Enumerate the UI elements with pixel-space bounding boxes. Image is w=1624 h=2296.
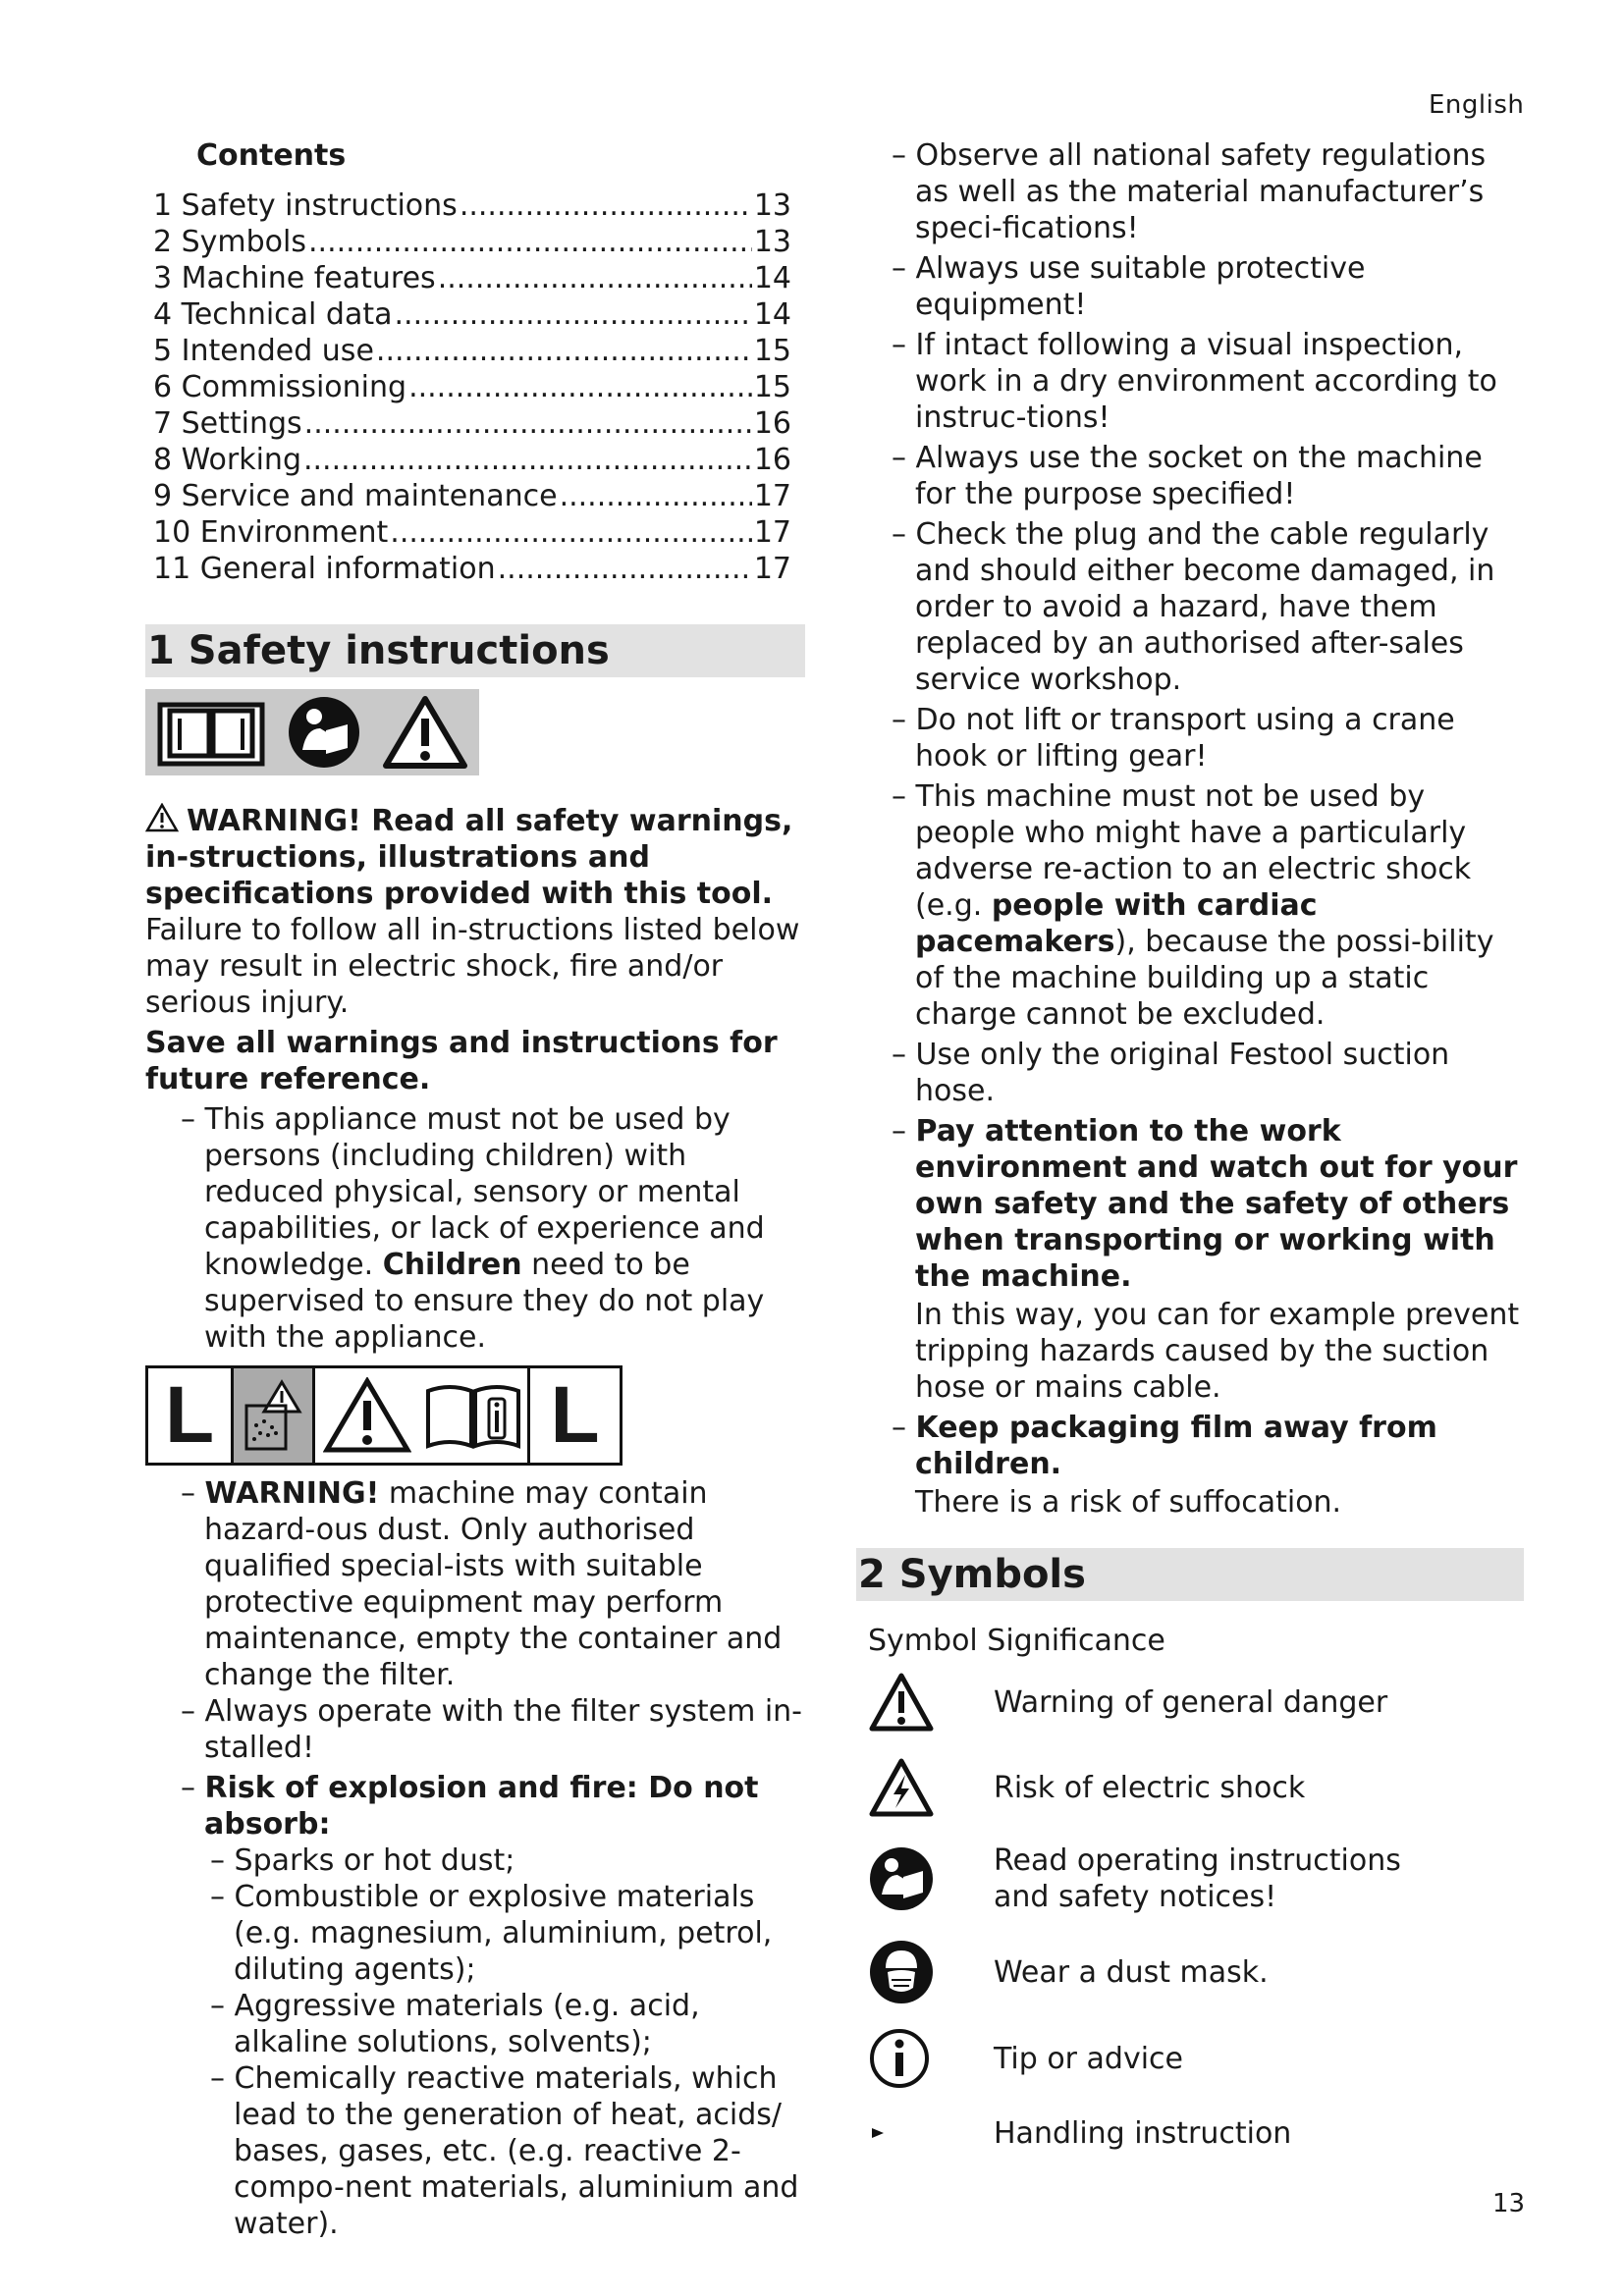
explosion-sub-item: – Chemically reactive materials, which lead to the generation of heat, acids/ bases, gases, etc. (e.g. reactive 2-compo-nent materials, aluminium and water). — [210, 2061, 799, 2241]
toc-entry — [153, 478, 791, 514]
toc-entry-page: 13 — [753, 225, 791, 259]
symbol-significance: Handling instruction — [994, 2115, 1292, 2151]
toc-entry-page: 14 — [753, 297, 791, 332]
toc-entry-label: 7 Settings — [153, 406, 302, 441]
symbol-table-header: Symbol Significance — [868, 1624, 1165, 1658]
toc-entry — [153, 442, 791, 478]
symbol-row — [868, 1830, 1524, 1928]
dust-class-label-right: L — [527, 1368, 620, 1463]
explosion-sub-item: – Combustible or explosive materials (e.g. magnesium, aluminium, petrol, diluting agents); — [210, 1880, 773, 1987]
toc-entry-page: 17 — [753, 552, 791, 586]
dust-class-pictogram-strip — [145, 1365, 623, 1466]
toc-entry-page: 16 — [753, 443, 791, 477]
info-icon — [868, 2027, 994, 2090]
packaging-item: – Keep packaging film away from children. — [892, 1411, 1437, 1481]
symbol-row — [868, 1928, 1524, 2016]
toc-entry — [153, 333, 791, 369]
toc-entry-page: 13 — [753, 188, 791, 223]
dust-mask-icon — [868, 1939, 994, 2005]
manual-book-icon — [156, 697, 266, 768]
symbol-significance: Tip or advice — [994, 2041, 1184, 2076]
read-manual-icon — [287, 695, 361, 770]
safety-list-item: – Check the plug and the cable regularly and should either become damaged, in order to avoid a hazard, have them replaced by an authorised after-sales service workshop. — [892, 517, 1495, 697]
toc-entry-label: 10 Environment — [153, 515, 389, 550]
explosion-sub-item: – Sparks or hot dust; — [210, 1843, 515, 1878]
toc-entry — [153, 224, 791, 260]
symbol-significance: Wear a dust mask. — [994, 1954, 1269, 1990]
safety-pictogram-strip — [145, 689, 479, 775]
arrow-bullet-icon — [868, 2123, 994, 2143]
toc-entry — [153, 296, 791, 333]
toc-entry-label: 8 Working — [153, 443, 301, 477]
explosion-sub-list — [145, 1842, 805, 2242]
safety-list-item: – If intact following a visual inspection, work in a dry environment according to instruc-tions! — [892, 328, 1497, 435]
toc-entry-page: 17 — [753, 515, 791, 550]
right-column — [856, 137, 1524, 2165]
explosion-item: – Risk of explosion and fire: Do not absorb: — [181, 1771, 759, 1842]
warning-triangle-icon — [868, 1672, 994, 1733]
warning-paragraph — [145, 803, 805, 1021]
save-note: Save all warnings and instructions for future reference. — [145, 1026, 778, 1096]
toc-entry — [153, 260, 791, 296]
page-number: 13 — [1492, 2189, 1526, 2218]
filter-item: – Always operate with the filter system in-stalled! — [181, 1694, 803, 1765]
warning-bold-text: WARNING! Read all safety warnings, in-structions, illustrations and specifications provided with this tool. — [145, 804, 793, 911]
symbol-row — [868, 1745, 1524, 1830]
hazardous-dust-item: – WARNING! machine may contain hazard-ous dust. Only authorised qualified special-ists with suitable protective equipment may perform maintenance, empty the container and change the filter. — [181, 1476, 783, 1692]
toc-entry-page: 16 — [753, 406, 791, 441]
toc-entry-label: 3 Machine features — [153, 261, 436, 295]
section-heading-safety: 1 Safety instructions — [145, 624, 805, 677]
toc-entry — [153, 369, 791, 405]
left-column — [145, 137, 805, 2242]
electric-shock-icon — [868, 1757, 994, 1818]
toc-entry-label: 11 General information — [153, 552, 496, 586]
section-heading-symbols: 2 Symbols — [856, 1548, 1524, 1601]
toc-entry — [153, 187, 791, 224]
language-label: English — [1429, 90, 1525, 120]
warning-text: Failure to follow all in-structions listed below may result in electric shock, fire and/or serious injury. — [145, 913, 800, 1020]
work-environment-item: – Pay attention to the work environment and watch out for your own safety and the safety of others when transporting or working with the machine. — [892, 1114, 1518, 1294]
toc-entry-page: 14 — [753, 261, 791, 295]
toc-entry — [153, 405, 791, 442]
safety-list-item: – Observe all national safety regulations as well as the material manufacturer’s speci-fications! — [892, 138, 1487, 245]
toc-entry — [153, 551, 791, 587]
toc-entry-label: 2 Symbols — [153, 225, 307, 259]
toc-entry-label: 4 Technical data — [153, 297, 393, 332]
safety-list-item: – Do not lift or transport using a crane hook or lifting gear! — [892, 703, 1455, 774]
toc-title: Contents — [196, 138, 347, 173]
symbol-row — [868, 2016, 1524, 2101]
symbol-row — [868, 1659, 1524, 1745]
toc-entry-page: 15 — [753, 334, 791, 368]
toc-entry-label: 6 Commissioning — [153, 370, 407, 404]
dust-class-label-left: L — [164, 1370, 215, 1460]
warning-triangle-icon — [145, 803, 179, 832]
suction-hose-item: – Use only the original Festool suction hose. — [892, 1038, 1450, 1108]
toc-entry-page: 15 — [753, 370, 791, 404]
symbol-significance: Warning of general danger — [994, 1684, 1388, 1720]
appliance-item: – This appliance must not be used by persons (including children) with reduced physical, sensory or mental capabilities, or lack of experience and knowledge. Children need to be supervised to ensure they do not play with the appliance. — [181, 1102, 765, 1355]
symbol-significance: Risk of electric shock — [994, 1770, 1306, 1805]
toc-entry-label: 9 Service and maintenance — [153, 479, 558, 513]
toc-entry-label: 1 Safety instructions — [153, 188, 458, 223]
explosion-sub-item: – Aggressive materials (e.g. acid, alkaline solutions, solvents); — [210, 1989, 700, 2059]
toc-entry-label: 5 Intended use — [153, 334, 374, 368]
warning-triangle-icon — [312, 1368, 419, 1463]
pacemaker-item: – This machine must not be used by people who might have a particularly adverse re-action to an electric shock (e.g. people with cardiac pacemakers), because the possi-bility of the machine building up a static charge cannot be excluded. — [892, 779, 1494, 1032]
symbol-row — [868, 2101, 1524, 2165]
safety-list-item: – Always use suitable protective equipment! — [892, 251, 1366, 322]
table-of-contents — [145, 187, 805, 587]
safety-list-continued — [856, 137, 1524, 774]
warning-triangle-icon — [382, 695, 468, 770]
symbol-table — [868, 1659, 1524, 2165]
packaging-note: There is a risk of suffocation. — [915, 1485, 1342, 1520]
dust-hazard-icon — [231, 1368, 312, 1463]
toc-entry — [153, 514, 791, 551]
toc-entry-page: 17 — [753, 479, 791, 513]
read-manual-icon — [868, 1845, 994, 1912]
info-manual-icon — [419, 1368, 527, 1463]
symbol-significance: Read operating instructions and safety notices! — [994, 1843, 1401, 1914]
safety-list-item: – Always use the socket on the machine for the purpose specified! — [892, 441, 1483, 511]
work-environment-note: In this way, you can for example prevent tripping hazards caused by the suction hose or mains cable. — [915, 1298, 1520, 1405]
